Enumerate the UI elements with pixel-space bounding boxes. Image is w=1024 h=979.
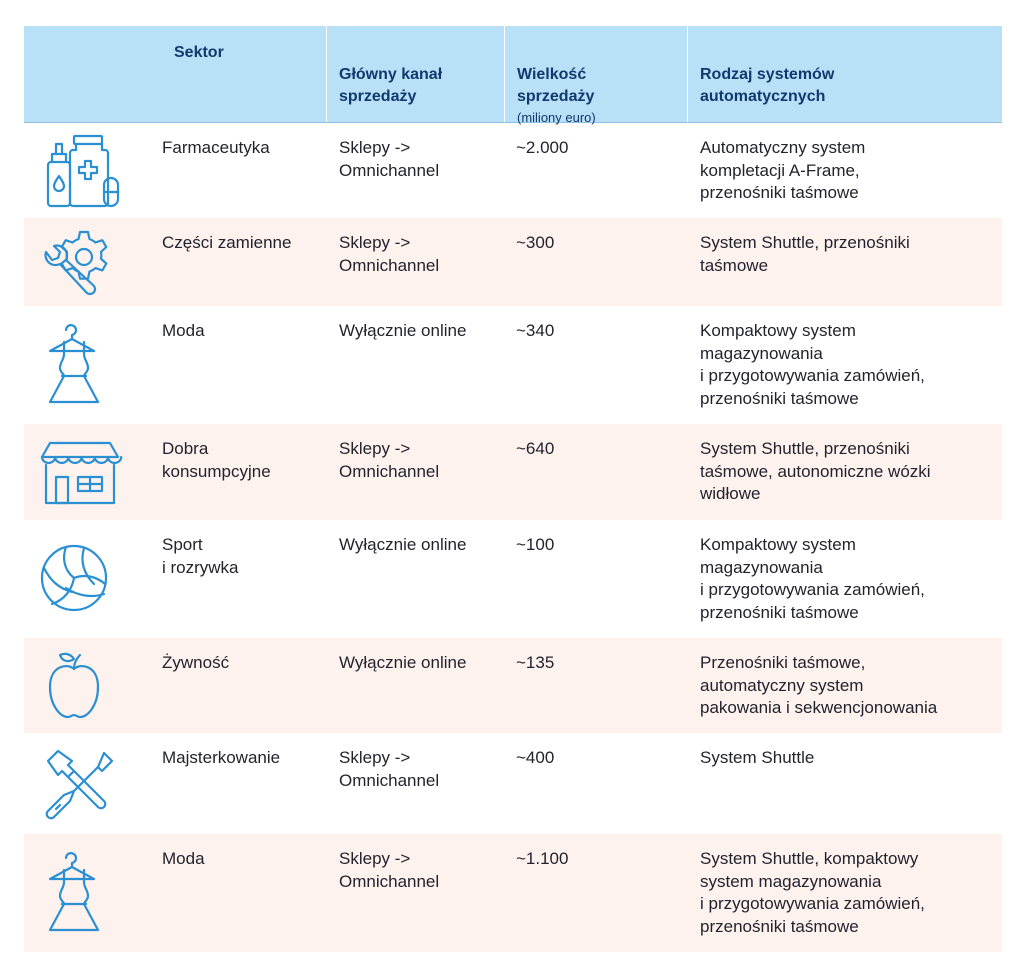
cell-type: System Shuttle [700, 748, 815, 767]
cell-size: ~2.000 [516, 138, 569, 157]
table-row [24, 306, 1002, 424]
table-row [24, 520, 1002, 638]
cell-channel: Sklepy -> Omnichannel [339, 748, 440, 790]
table-row [24, 123, 1002, 218]
cell-size: ~640 [516, 439, 555, 458]
cell-sector: Majsterkowanie [162, 748, 281, 767]
cell-size: ~400 [516, 748, 555, 767]
cell-size: ~135 [516, 653, 555, 672]
cell-sector: Części zamienne [162, 233, 292, 252]
cell-type: Kompaktowy system magazynowania i przygotowywania zamówień, przenośniki taśmowe [700, 321, 925, 408]
header-sector [162, 26, 322, 122]
cell-size: ~1.100 [516, 849, 569, 868]
table-header [24, 26, 1002, 123]
header-channel [326, 26, 504, 122]
cell-sector: Moda [162, 849, 205, 868]
cell-channel: Sklepy -> Omnichannel [339, 439, 440, 481]
cell-sector: Dobra konsumpcyjne [162, 439, 271, 481]
table-row [24, 834, 1002, 952]
pharmacy-icon [34, 126, 124, 216]
cell-sector: Żywność [162, 653, 230, 672]
cell-channel: Wyłącznie online [339, 535, 467, 554]
hammer-screwdriver-icon [34, 739, 124, 829]
cell-size: ~100 [516, 535, 555, 554]
header-size-unit: (miliony euro) [517, 110, 596, 125]
cell-size: ~300 [516, 233, 555, 252]
cell-channel: Sklepy -> Omnichannel [339, 233, 440, 275]
volleyball-icon [34, 534, 124, 624]
header-size [504, 26, 687, 125]
cell-type: Przenośniki taśmowe, automatyczny system pakowania i sekwencjonowania [700, 653, 938, 717]
sectors-table [24, 26, 1002, 952]
header-channel-label: Główny kanał sprzedaży [339, 66, 443, 105]
cell-type: System Shuttle, przenośniki taśmowe [700, 233, 910, 275]
cell-type: Automatyczny system kompletacji A-Frame, przenośniki taśmowe [700, 138, 866, 202]
dress-hanger-icon [34, 848, 124, 938]
cell-type: System Shuttle, kompaktowy system magazynowania i przygotowywania zamówień, przenośniki taśmowe [700, 849, 925, 936]
cell-channel: Wyłącznie online [339, 321, 467, 340]
header-type [687, 26, 1002, 122]
table-row [24, 638, 1002, 733]
apple-icon [34, 641, 124, 731]
cell-type: Kompaktowy system magazynowania i przygotowywania zamówień, przenośniki taśmowe [700, 535, 925, 622]
cell-type: System Shuttle, przenośniki taśmowe, autonomiczne wózki widłowe [700, 439, 931, 503]
cell-channel: Sklepy -> Omnichannel [339, 849, 440, 891]
dress-hanger-icon [34, 320, 124, 410]
wrench-gear-icon [34, 218, 124, 308]
header-size-label: Wielkość sprzedaży [517, 66, 595, 105]
cell-size: ~340 [516, 321, 555, 340]
table-row [24, 424, 1002, 520]
cell-channel: Wyłącznie online [339, 653, 467, 672]
header-sector-label: Sektor [174, 44, 224, 61]
cell-sector: Farmaceutyka [162, 138, 270, 157]
store-icon [34, 427, 124, 517]
cell-sector: Moda [162, 321, 205, 340]
table-row [24, 218, 1002, 306]
header-type-label: Rodzaj systemów automatycznych [700, 66, 835, 105]
cell-channel: Sklepy -> Omnichannel [339, 138, 440, 180]
cell-sector: Sport i rozrywka [162, 535, 239, 577]
table-row [24, 733, 1002, 834]
